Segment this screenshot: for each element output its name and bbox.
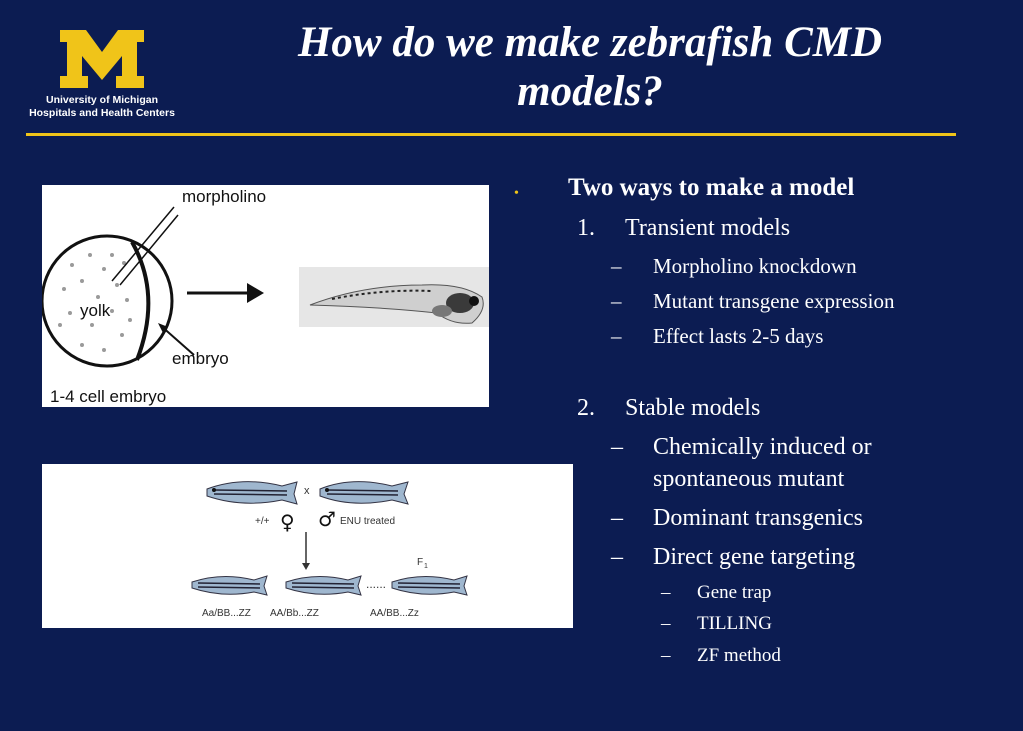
offspring-fish-1	[192, 576, 267, 595]
bullet-dot: •	[514, 186, 519, 201]
subitem-tilling: TILLING	[697, 613, 772, 634]
dash: –	[611, 505, 623, 531]
section1-title: Transient models	[625, 215, 791, 241]
dash: –	[661, 645, 671, 666]
male-symbol-icon: ♂	[318, 507, 336, 531]
section2-title: Stable models	[625, 395, 761, 421]
morpholino-label: morpholino	[182, 187, 267, 206]
subitem-gene-trap: Gene trap	[697, 582, 772, 603]
enu-treated-label: ENU treated	[340, 516, 396, 527]
slide-title: How do we make zebrafish CMD models?	[297, 19, 883, 115]
offspring-fish-2	[286, 576, 361, 595]
female-fish-image	[207, 482, 297, 504]
section2-item-1b: spontaneous mutant	[653, 466, 845, 492]
dash: –	[611, 289, 622, 313]
ellipsis-dots: ......	[366, 577, 387, 591]
dash: –	[611, 544, 623, 570]
f1-subscript: 1	[424, 563, 428, 570]
f1-label: F	[417, 557, 424, 568]
block-m-logo	[60, 30, 144, 88]
embryo-label: embryo	[172, 349, 229, 368]
genotype-3: AA/BB...Zz	[370, 608, 419, 619]
dash: –	[611, 434, 623, 460]
morpholino-injection-figure	[42, 185, 489, 407]
dash: –	[611, 254, 622, 278]
wildtype-label: +/+	[255, 516, 270, 527]
section1-item-1: Morpholino knockdown	[653, 254, 857, 278]
yolk-label: yolk	[80, 301, 111, 320]
arrow-right-icon	[247, 283, 264, 303]
dash: –	[611, 324, 622, 348]
dash: –	[661, 613, 671, 634]
section2-item-1a: Chemically induced or	[653, 434, 872, 460]
section2-item-2: Dominant transgenics	[653, 505, 863, 531]
subitem-zf-method: ZF method	[697, 645, 781, 666]
genotype-1: Aa/BB...ZZ	[202, 608, 251, 619]
university-logo	[22, 30, 182, 125]
logo-line-2: Hospitals and Health Centers	[29, 107, 175, 119]
genotype-2: AA/Bb...ZZ	[270, 608, 319, 619]
section2-number: 2.	[577, 395, 595, 421]
down-arrow-icon	[302, 563, 310, 570]
offspring-fish-3	[392, 576, 467, 595]
section1-item-3: Effect lasts 2-5 days	[653, 324, 824, 348]
male-fish-image	[320, 482, 408, 504]
cross-symbol: x	[304, 485, 310, 497]
logo-line-1: University of Michigan	[45, 94, 159, 106]
dash: –	[661, 582, 671, 603]
enu-mutagenesis-figure	[42, 464, 573, 628]
content-heading: Two ways to make a model	[568, 174, 855, 201]
section2-item-3: Direct gene targeting	[653, 544, 856, 570]
section1-item-2: Mutant transgene expression	[653, 289, 895, 313]
stage-label: 1-4 cell embryo	[50, 387, 167, 406]
title-divider	[26, 133, 956, 136]
logo-caption	[22, 94, 182, 120]
female-symbol-icon: ♀	[280, 510, 295, 534]
section1-number: 1.	[577, 215, 595, 241]
